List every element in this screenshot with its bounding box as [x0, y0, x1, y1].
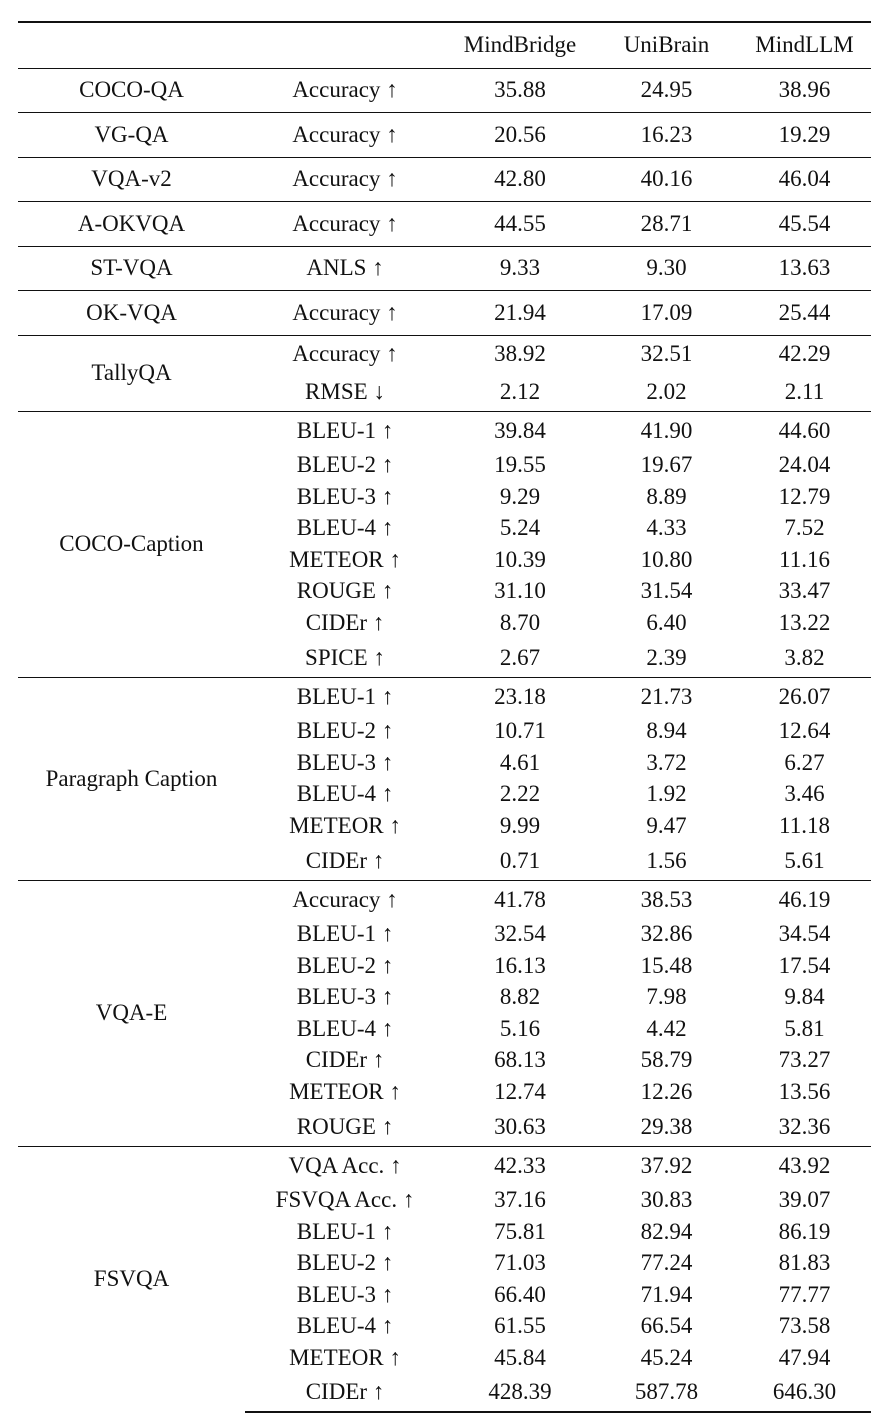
value-cell-mindbridge: 35.88	[445, 68, 595, 113]
value-cell-unibrain: 2.39	[646, 644, 687, 670]
value-cell-unibrain: 7.98	[646, 984, 687, 1010]
value-cell-mindllm: 46.19	[738, 880, 871, 919]
table-row	[18, 113, 871, 158]
value-cell-mindbridge: 2.22	[499, 781, 541, 807]
metric-cell: METEOR ↑	[289, 1344, 401, 1370]
results-table	[18, 21, 871, 1413]
value-cell-unibrain: 40.16	[595, 157, 738, 202]
value-cell-unibrain: 32.51	[595, 335, 738, 373]
value-cell-unibrain: 71.94	[640, 1281, 693, 1307]
value-cell-mindllm: 5.61	[784, 847, 825, 873]
metric-cell: BLEU-2 ↑	[296, 952, 394, 978]
metric-cell: BLEU-4 ↑	[296, 1313, 394, 1339]
value-cell-mindllm: 45.54	[738, 202, 871, 247]
value-cell-mindbridge: 20.56	[445, 113, 595, 158]
value-cell-unibrain: 6.40	[646, 609, 687, 635]
value-cell-unibrain: 38.53	[595, 880, 738, 919]
header-mindllm: MindLLM	[738, 22, 871, 68]
value-cell-mindbridge: 32.54	[494, 921, 546, 947]
metric-cell: CIDEr ↑	[305, 1047, 385, 1073]
value-cell-mindbridge: 41.78	[445, 880, 595, 919]
value-cell-unibrain: 45.24	[640, 1344, 693, 1370]
dataset-cell: FSVQA	[18, 1146, 245, 1412]
table-row	[18, 68, 871, 113]
value-cell-mindbridge: 61.55	[494, 1313, 546, 1339]
table-row	[18, 291, 871, 336]
metric-cell: METEOR ↑	[289, 1078, 401, 1104]
value-cell-mindllm: 17.54	[778, 952, 831, 978]
metric-cell: BLEU-3 ↑	[296, 749, 394, 775]
value-cell-mindbridge: 12.74	[494, 1078, 546, 1104]
value-cell-unibrain: 58.79	[640, 1047, 693, 1073]
dataset-cell: Paragraph Caption	[18, 677, 245, 880]
value-cell-mindllm: 44.60	[738, 411, 871, 450]
value-cell-mindllm: 86.19	[778, 1218, 831, 1244]
value-cell-mindllm: 9.84	[784, 984, 825, 1010]
value-cell-mindllm: 26.07	[738, 677, 871, 716]
value-cell-mindllm: 73.27	[778, 1047, 831, 1073]
value-cell-mindllm: 73.58	[778, 1313, 831, 1339]
value-cell-unibrain: 16.23	[595, 113, 738, 158]
value-cell-unibrain: 77.24	[640, 1250, 693, 1276]
value-cell-unibrain: 30.83	[640, 1187, 693, 1213]
value-cell-mindllm: 77.77	[778, 1281, 831, 1307]
table-row	[18, 202, 871, 247]
value-cell-mindbridge: 2.12	[499, 378, 541, 404]
value-cell-mindbridge: 71.03	[494, 1250, 546, 1276]
value-cell-mindllm: 5.81	[784, 1015, 825, 1041]
value-cell-mindbridge: 23.18	[445, 677, 595, 716]
header-metric	[245, 22, 445, 68]
metric-cell: CIDEr ↑	[305, 847, 385, 873]
value-cell-unibrain: 9.47	[646, 812, 687, 838]
value-cell-unibrain: 17.09	[595, 291, 738, 336]
value-cell-mindbridge: 428.39	[445, 1374, 595, 1413]
metric-cell: BLEU-4 ↑	[296, 781, 394, 807]
metric-cell: BLEU-2 ↑	[296, 1250, 394, 1276]
value-cell-mindllm: 12.79	[778, 483, 831, 509]
value-cell-mindllm: 46.04	[738, 157, 871, 202]
value-cell-unibrain: 4.42	[646, 1015, 687, 1041]
dataset-cell: ST-VQA	[18, 246, 245, 291]
table-row	[18, 880, 871, 919]
table-row	[18, 1146, 871, 1185]
value-cell-unibrain: 29.38	[640, 1113, 693, 1139]
value-cell-mindllm: 646.30	[738, 1374, 871, 1413]
value-cell-mindbridge: 31.10	[494, 578, 546, 604]
header-dataset	[18, 22, 245, 68]
metric-cell: RMSE ↓	[305, 378, 385, 404]
value-cell-mindbridge: 4.61	[499, 749, 541, 775]
table-row	[18, 157, 871, 202]
value-cell-mindbridge: 0.71	[499, 847, 541, 873]
value-cell-mindllm: 34.54	[778, 921, 831, 947]
metric-cell: ROUGE ↑	[296, 578, 394, 604]
value-cell-mindllm: 12.64	[778, 718, 831, 744]
value-cell-mindbridge: 19.55	[494, 452, 546, 478]
metric-cell: CIDEr ↑	[245, 1374, 445, 1413]
value-cell-mindllm: 32.36	[778, 1113, 831, 1139]
metric-cell: ROUGE ↑	[296, 1113, 394, 1139]
value-cell-mindbridge: 10.71	[494, 718, 546, 744]
dataset-cell: OK-VQA	[18, 291, 245, 336]
value-cell-unibrain: 37.92	[595, 1146, 738, 1185]
table-row	[18, 677, 871, 716]
value-cell-unibrain: 8.94	[646, 718, 687, 744]
value-cell-mindllm: 42.29	[738, 335, 871, 373]
metric-cell: BLEU-4 ↑	[296, 1015, 394, 1041]
value-cell-unibrain: 19.67	[640, 452, 693, 478]
metric-cell: VQA Acc. ↑	[245, 1146, 445, 1185]
value-cell-unibrain: 32.86	[640, 921, 693, 947]
value-cell-mindllm: 39.07	[778, 1187, 831, 1213]
header-mindbridge: MindBridge	[445, 22, 595, 68]
value-cell-unibrain: 31.54	[640, 578, 693, 604]
metric-cell: BLEU-3 ↑	[296, 483, 394, 509]
table-row	[18, 411, 871, 450]
value-cell-mindbridge: 2.67	[499, 644, 541, 670]
value-cell-mindllm: 3.46	[784, 781, 825, 807]
metric-cell: Accuracy ↑	[245, 68, 445, 113]
value-cell-mindbridge: 10.39	[494, 546, 546, 572]
value-cell-mindbridge: 16.13	[494, 952, 546, 978]
value-cell-mindllm: 7.52	[784, 515, 825, 541]
value-cell-mindllm: 3.82	[784, 644, 825, 670]
value-cell-mindllm: 13.22	[778, 609, 831, 635]
metric-cell: SPICE ↑	[305, 644, 385, 670]
metric-cell: Accuracy ↑	[245, 880, 445, 919]
value-cell-unibrain: 24.95	[595, 68, 738, 113]
metric-cell: Accuracy ↑	[245, 291, 445, 336]
metric-cell: CIDEr ↑	[305, 609, 385, 635]
metric-cell: Accuracy ↑	[245, 113, 445, 158]
value-cell-mindbridge: 68.13	[494, 1047, 546, 1073]
metric-cell: BLEU-1 ↑	[245, 411, 445, 450]
value-cell-mindllm: 13.56	[778, 1078, 831, 1104]
value-cell-mindbridge: 37.16	[494, 1187, 546, 1213]
value-cell-mindllm: 47.94	[778, 1344, 831, 1370]
metric-cell: BLEU-2 ↑	[296, 718, 394, 744]
value-cell-mindbridge: 8.82	[499, 984, 541, 1010]
dataset-cell: COCO-QA	[18, 68, 245, 113]
value-cell-mindbridge: 21.94	[445, 291, 595, 336]
value-cell-mindbridge: 30.63	[494, 1113, 546, 1139]
table-body	[18, 68, 871, 1412]
value-cell-unibrain: 2.02	[646, 378, 687, 404]
value-cell-mindllm: 43.92	[738, 1146, 871, 1185]
metric-cell: BLEU-3 ↑	[296, 984, 394, 1010]
value-cell-unibrain: 587.78	[595, 1374, 738, 1413]
value-cell-unibrain: 21.73	[595, 677, 738, 716]
value-cell-unibrain: 3.72	[646, 749, 687, 775]
dataset-cell: VQA-v2	[18, 157, 245, 202]
dataset-cell: COCO-Caption	[18, 411, 245, 677]
value-cell-unibrain: 66.54	[640, 1313, 693, 1339]
value-cell-mindbridge: 9.33	[445, 246, 595, 291]
value-cell-mindbridge: 44.55	[445, 202, 595, 247]
value-cell-mindbridge: 9.29	[499, 483, 541, 509]
dataset-cell: A-OKVQA	[18, 202, 245, 247]
table-row	[18, 246, 871, 291]
value-cell-unibrain: 1.92	[646, 781, 687, 807]
value-cell-mindllm: 25.44	[738, 291, 871, 336]
value-cell-unibrain: 12.26	[640, 1078, 693, 1104]
value-cell-mindllm: 33.47	[778, 578, 831, 604]
value-cell-mindllm: 19.29	[738, 113, 871, 158]
metric-cell: BLEU-4 ↑	[296, 515, 394, 541]
dataset-cell: TallyQA	[18, 335, 245, 411]
dataset-cell: VG-QA	[18, 113, 245, 158]
value-cell-unibrain: 9.30	[595, 246, 738, 291]
value-cell-mindllm: 11.16	[779, 546, 830, 572]
value-cell-mindbridge: 42.80	[445, 157, 595, 202]
header-row	[18, 22, 871, 68]
value-cell-mindbridge: 66.40	[494, 1281, 546, 1307]
value-cell-unibrain: 10.80	[640, 546, 693, 572]
value-cell-mindllm: 11.18	[779, 812, 830, 838]
value-cell-unibrain: 8.89	[646, 483, 687, 509]
metric-cell: METEOR ↑	[289, 546, 401, 572]
value-cell-mindbridge: 5.16	[499, 1015, 541, 1041]
value-cell-mindbridge: 45.84	[494, 1344, 546, 1370]
metric-cell: Accuracy ↑	[245, 157, 445, 202]
value-cell-mindllm: 81.83	[778, 1250, 831, 1276]
metric-cell: BLEU-3 ↑	[296, 1281, 394, 1307]
value-cell-unibrain: 1.56	[646, 847, 687, 873]
metric-cell: Accuracy ↑	[245, 202, 445, 247]
metric-cell: ANLS ↑	[245, 246, 445, 291]
value-cell-mindllm: 2.11	[784, 378, 825, 404]
dataset-cell: VQA-E	[18, 880, 245, 1146]
metric-cell: BLEU-1 ↑	[296, 921, 394, 947]
header-unibrain: UniBrain	[595, 22, 738, 68]
value-cell-unibrain: 4.33	[646, 515, 687, 541]
metric-cell: FSVQA Acc. ↑	[275, 1187, 415, 1213]
value-cell-mindbridge: 39.84	[445, 411, 595, 450]
value-cell-mindllm: 38.96	[738, 68, 871, 113]
value-cell-mindllm: 13.63	[738, 246, 871, 291]
table-row	[18, 335, 871, 373]
value-cell-unibrain: 41.90	[595, 411, 738, 450]
value-cell-unibrain: 82.94	[640, 1218, 693, 1244]
value-cell-mindbridge: 38.92	[445, 335, 595, 373]
value-cell-mindbridge: 5.24	[499, 515, 541, 541]
value-cell-mindbridge: 42.33	[445, 1146, 595, 1185]
value-cell-mindbridge: 9.99	[499, 812, 541, 838]
metric-cell: Accuracy ↑	[245, 335, 445, 373]
metric-cell: BLEU-1 ↑	[296, 1218, 394, 1244]
value-cell-mindbridge: 75.81	[494, 1218, 546, 1244]
value-cell-mindbridge: 8.70	[499, 609, 541, 635]
metric-cell: BLEU-2 ↑	[296, 452, 394, 478]
value-cell-mindllm: 24.04	[778, 452, 831, 478]
value-cell-unibrain: 15.48	[640, 952, 693, 978]
value-cell-mindllm: 6.27	[784, 749, 825, 775]
value-cell-unibrain: 28.71	[595, 202, 738, 247]
metric-cell: BLEU-1 ↑	[245, 677, 445, 716]
metric-cell: METEOR ↑	[289, 812, 401, 838]
